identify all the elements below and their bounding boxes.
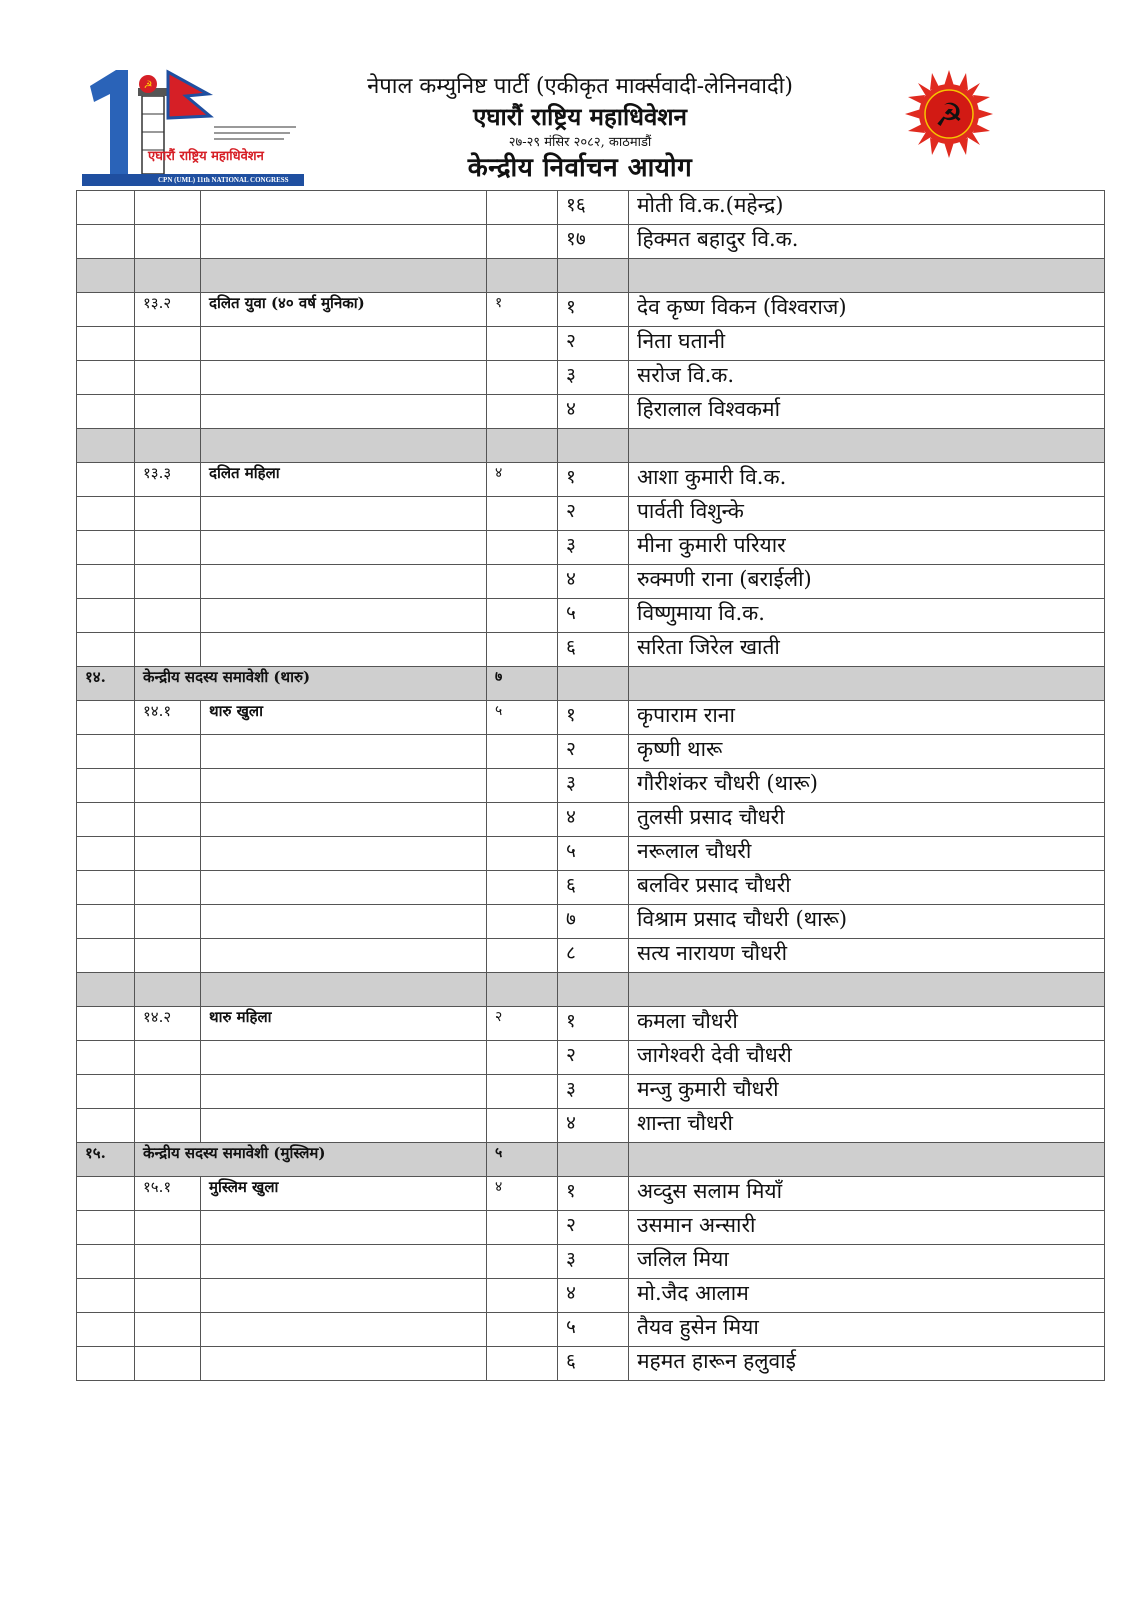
subcategory-code: [135, 497, 201, 531]
candidate-name: सरोज वि.क.: [629, 361, 1105, 395]
table-row: [77, 463, 1105, 497]
table-row: [77, 1041, 1105, 1075]
subcategory-title: [201, 735, 487, 769]
separator-cell: [487, 429, 558, 463]
table-row: [77, 565, 1105, 599]
table-row: [77, 225, 1105, 259]
table-row: [77, 395, 1105, 429]
candidate-name: जागेश्वरी देवी चौधरी: [629, 1041, 1105, 1075]
subcategory-code: १४.१: [135, 701, 201, 735]
seat-count: [487, 1041, 558, 1075]
empty-cell: [77, 905, 135, 939]
seat-count: ४: [487, 463, 558, 497]
serial-number: ७: [558, 905, 629, 939]
subcategory-title: [201, 1347, 487, 1381]
seat-count: [487, 1109, 558, 1143]
empty-cell: [77, 1075, 135, 1109]
party-name: नेपाल कम्युनिष्ट पार्टी (एकीकृत मार्क्सवादी-लेनिनवादी): [367, 74, 793, 99]
subcategory-code: [135, 191, 201, 225]
serial-number: १: [558, 293, 629, 327]
subcategory-title: [201, 905, 487, 939]
empty-cell: [77, 633, 135, 667]
serial-number: ४: [558, 395, 629, 429]
seat-count: [487, 1347, 558, 1381]
table-row: [77, 361, 1105, 395]
empty-cell: [77, 1041, 135, 1075]
serial-number: ३: [558, 1075, 629, 1109]
serial-number: २: [558, 735, 629, 769]
subcategory-code: [135, 395, 201, 429]
seat-count: [487, 327, 558, 361]
empty-cell: [77, 1313, 135, 1347]
subcategory-code: [135, 939, 201, 973]
empty-cell: [77, 871, 135, 905]
separator-row: [77, 259, 1105, 293]
table-row: [77, 735, 1105, 769]
separator-cell: [558, 973, 629, 1007]
table-row: [77, 905, 1105, 939]
table-row: [77, 1211, 1105, 1245]
congress-logo: [82, 66, 304, 186]
separator-row: [77, 973, 1105, 1007]
candidate-name: मीना कुमारी परियार: [629, 531, 1105, 565]
candidate-name: कृष्णी थारू: [629, 735, 1105, 769]
seat-count: [487, 599, 558, 633]
empty-cell: [77, 1211, 135, 1245]
subcategory-title: [201, 395, 487, 429]
candidate-name: मोती वि.क.(महेन्द्र): [629, 191, 1105, 225]
table-row: [77, 1075, 1105, 1109]
category-empty-sn: [558, 1143, 629, 1177]
subcategory-title: [201, 939, 487, 973]
separator-cell: [487, 973, 558, 1007]
subcategory-title: [201, 191, 487, 225]
subcategory-code: [135, 1109, 201, 1143]
serial-number: १: [558, 463, 629, 497]
empty-cell: [77, 293, 135, 327]
svg-text:☭: ☭: [143, 80, 153, 91]
subcategory-title: [201, 837, 487, 871]
candidate-name: रुक्मणी राना (बराईली): [629, 565, 1105, 599]
separator-cell: [201, 973, 487, 1007]
candidate-name: हिरालाल विश्वकर्मा: [629, 395, 1105, 429]
table-row: [77, 1313, 1105, 1347]
empty-cell: [77, 1109, 135, 1143]
empty-cell: [77, 803, 135, 837]
empty-cell: [77, 1245, 135, 1279]
seat-count: ४: [487, 1177, 558, 1211]
empty-cell: [77, 531, 135, 565]
candidate-table: [76, 190, 1105, 1381]
serial-number: ३: [558, 769, 629, 803]
category-empty-name: [629, 667, 1105, 701]
separator-cell: [135, 259, 201, 293]
candidate-name: सरिता जिरेल खाती: [629, 633, 1105, 667]
subcategory-code: [135, 361, 201, 395]
empty-cell: [77, 395, 135, 429]
subcategory-title: [201, 1211, 487, 1245]
serial-number: ४: [558, 1279, 629, 1313]
serial-number: ५: [558, 599, 629, 633]
separator-row: [77, 429, 1105, 463]
empty-cell: [77, 837, 135, 871]
empty-cell: [77, 1279, 135, 1313]
table-row: [77, 837, 1105, 871]
subcategory-title: [201, 531, 487, 565]
serial-number: १: [558, 701, 629, 735]
congress-title: एघारौं राष्ट्रिय महाधिवेशन: [473, 102, 687, 131]
serial-number: १७: [558, 225, 629, 259]
empty-cell: [77, 225, 135, 259]
serial-number: ६: [558, 1347, 629, 1381]
party-emblem: [905, 70, 993, 158]
subcategory-title: [201, 1041, 487, 1075]
candidate-name: हिक्मत बहादुर वि.क.: [629, 225, 1105, 259]
subcategory-title: [201, 599, 487, 633]
empty-cell: [77, 735, 135, 769]
candidate-name: जलिल मिया: [629, 1245, 1105, 1279]
empty-cell: [77, 361, 135, 395]
serial-number: २: [558, 1041, 629, 1075]
subcategory-code: [135, 769, 201, 803]
subcategory-code: [135, 1041, 201, 1075]
empty-cell: [77, 1177, 135, 1211]
serial-number: १: [558, 1007, 629, 1041]
subcategory-code: [135, 531, 201, 565]
subcategory-code: [135, 1075, 201, 1109]
seat-count: [487, 939, 558, 973]
subcategory-title: [201, 1109, 487, 1143]
table-row: [77, 1347, 1105, 1381]
candidate-name: देव कृष्ण विकन (विश्वराज): [629, 293, 1105, 327]
serial-number: ८: [558, 939, 629, 973]
subcategory-code: [135, 599, 201, 633]
subcategory-code: [135, 905, 201, 939]
candidate-name: निता घतानी: [629, 327, 1105, 361]
serial-number: २: [558, 497, 629, 531]
table-row: [77, 803, 1105, 837]
subcategory-code: [135, 1211, 201, 1245]
subcategory-title: [201, 1075, 487, 1109]
separator-cell: [629, 429, 1105, 463]
serial-number: ४: [558, 1109, 629, 1143]
seat-count: [487, 633, 558, 667]
subcategory-title: थारु खुला: [201, 701, 487, 735]
seat-count: [487, 837, 558, 871]
seat-count: [487, 1211, 558, 1245]
subcategory-code: १४.२: [135, 1007, 201, 1041]
subcategory-title: [201, 225, 487, 259]
separator-cell: [558, 429, 629, 463]
separator-cell: [487, 259, 558, 293]
table-row: [77, 633, 1105, 667]
candidate-name: उसमान अन्सारी: [629, 1211, 1105, 1245]
subcategory-code: [135, 565, 201, 599]
subcategory-title: मुस्लिम खुला: [201, 1177, 487, 1211]
category-row: [77, 1143, 1105, 1177]
table-row: [77, 1109, 1105, 1143]
candidate-name: मन्जु कुमारी चौधरी: [629, 1075, 1105, 1109]
seat-count: [487, 565, 558, 599]
seat-count: [487, 191, 558, 225]
subcategory-title: [201, 1279, 487, 1313]
seat-count: २: [487, 1007, 558, 1041]
seat-count: [487, 1075, 558, 1109]
subcategory-code: [135, 1245, 201, 1279]
subcategory-title: [201, 361, 487, 395]
separator-cell: [135, 973, 201, 1007]
candidate-name: नरूलाल चौधरी: [629, 837, 1105, 871]
logo-caption: CPN (UML) 11th NATIONAL CONGRESS: [158, 176, 289, 184]
subcategory-code: [135, 1347, 201, 1381]
table-row: [77, 599, 1105, 633]
table-row: [77, 939, 1105, 973]
seat-count: [487, 395, 558, 429]
candidate-name: पार्वती विशुन्के: [629, 497, 1105, 531]
subcategory-title: [201, 1313, 487, 1347]
seat-count: [487, 905, 558, 939]
category-empty-sn: [558, 667, 629, 701]
separator-cell: [558, 259, 629, 293]
serial-number: १: [558, 1177, 629, 1211]
table-row: [77, 293, 1105, 327]
category-code: १४.: [77, 667, 135, 701]
seat-count: [487, 769, 558, 803]
table-row: [77, 497, 1105, 531]
table-row: [77, 1007, 1105, 1041]
seat-count: [487, 361, 558, 395]
candidate-name: विष्णुमाया वि.क.: [629, 599, 1105, 633]
candidate-name: तुलसी प्रसाद चौधरी: [629, 803, 1105, 837]
candidate-name: तैयव हुसेन मिया: [629, 1313, 1105, 1347]
separator-cell: [629, 259, 1105, 293]
candidate-name: कमला चौधरी: [629, 1007, 1105, 1041]
serial-number: ४: [558, 565, 629, 599]
subcategory-code: [135, 1279, 201, 1313]
candidate-name: विश्राम प्रसाद चौधरी (थारू): [629, 905, 1105, 939]
subcategory-code: १३.३: [135, 463, 201, 497]
subcategory-code: [135, 735, 201, 769]
subcategory-title: [201, 633, 487, 667]
serial-number: १६: [558, 191, 629, 225]
empty-cell: [77, 327, 135, 361]
table-row: [77, 1177, 1105, 1211]
table-row: [77, 701, 1105, 735]
empty-cell: [77, 497, 135, 531]
serial-number: ६: [558, 871, 629, 905]
subcategory-title: [201, 565, 487, 599]
empty-cell: [77, 939, 135, 973]
subcategory-title: [201, 769, 487, 803]
separator-cell: [135, 429, 201, 463]
serial-number: २: [558, 1211, 629, 1245]
subcategory-code: १३.२: [135, 293, 201, 327]
serial-number: २: [558, 327, 629, 361]
separator-cell: [77, 973, 135, 1007]
commission-title: केन्द्रीय निर्वाचन आयोग: [467, 153, 693, 183]
seat-count: ५: [487, 701, 558, 735]
seat-count: [487, 225, 558, 259]
subcategory-title: [201, 327, 487, 361]
subcategory-title: दलित महिला: [201, 463, 487, 497]
subcategory-code: १५.१: [135, 1177, 201, 1211]
subcategory-code: [135, 225, 201, 259]
category-title: केन्द्रीय सदस्य समावेशी (मुस्लिम): [135, 1143, 487, 1177]
empty-cell: [77, 463, 135, 497]
subcategory-code: [135, 633, 201, 667]
category-row: [77, 667, 1105, 701]
category-code: १५.: [77, 1143, 135, 1177]
seat-count: [487, 1313, 558, 1347]
candidate-name: महमत हारून हलुवाई: [629, 1347, 1105, 1381]
subcategory-code: [135, 1313, 201, 1347]
serial-number: ५: [558, 1313, 629, 1347]
seat-count: १: [487, 293, 558, 327]
empty-cell: [77, 769, 135, 803]
candidate-name: सत्य नारायण चौधरी: [629, 939, 1105, 973]
category-empty-name: [629, 1143, 1105, 1177]
category-seats: ५: [487, 1143, 558, 1177]
subcategory-title: [201, 803, 487, 837]
table-row: [77, 1245, 1105, 1279]
separator-cell: [77, 259, 135, 293]
seat-count: [487, 803, 558, 837]
subcategory-title: [201, 1245, 487, 1279]
serial-number: ३: [558, 531, 629, 565]
subcategory-code: [135, 327, 201, 361]
seat-count: [487, 1279, 558, 1313]
candidate-name: अव्दुस सलाम मियाँ: [629, 1177, 1105, 1211]
serial-number: ३: [558, 361, 629, 395]
separator-cell: [77, 429, 135, 463]
subcategory-title: [201, 497, 487, 531]
subcategory-title: दलित युवा (४० वर्ष मुनिका): [201, 293, 487, 327]
serial-number: ६: [558, 633, 629, 667]
empty-cell: [77, 565, 135, 599]
seat-count: [487, 871, 558, 905]
logo-banner-text: एघारौं राष्ट्रिय महाधिवेशन: [148, 149, 264, 164]
serial-number: ३: [558, 1245, 629, 1279]
document-header: [0, 0, 1131, 190]
table-row: [77, 769, 1105, 803]
candidate-name: आशा कुमारी वि.क.: [629, 463, 1105, 497]
serial-number: ४: [558, 803, 629, 837]
seat-count: [487, 735, 558, 769]
congress-date: २७-२९ मंसिर २०८२, काठमाडौं: [508, 135, 652, 150]
candidate-name: गौरीशंकर चौधरी (थारू): [629, 769, 1105, 803]
subcategory-code: [135, 871, 201, 905]
seat-count: [487, 531, 558, 565]
subcategory-title: थारु महिला: [201, 1007, 487, 1041]
separator-cell: [201, 259, 487, 293]
subcategory-code: [135, 803, 201, 837]
subcategory-code: [135, 837, 201, 871]
table-row: [77, 871, 1105, 905]
table-row: [77, 191, 1105, 225]
empty-cell: [77, 1347, 135, 1381]
empty-cell: [77, 1007, 135, 1041]
separator-cell: [629, 973, 1105, 1007]
table-row: [77, 1279, 1105, 1313]
candidate-name: बलविर प्रसाद चौधरी: [629, 871, 1105, 905]
empty-cell: [77, 701, 135, 735]
seat-count: [487, 497, 558, 531]
serial-number: ५: [558, 837, 629, 871]
category-title: केन्द्रीय सदस्य समावेशी (थारु): [135, 667, 487, 701]
seat-count: [487, 1245, 558, 1279]
empty-cell: [77, 191, 135, 225]
subcategory-title: [201, 871, 487, 905]
empty-cell: [77, 599, 135, 633]
svg-text:☭: ☭: [934, 96, 964, 134]
category-seats: ७: [487, 667, 558, 701]
candidate-name: शान्ता चौधरी: [629, 1109, 1105, 1143]
table-row: [77, 327, 1105, 361]
table-row: [77, 531, 1105, 565]
candidate-name: मो.जैद आलाम: [629, 1279, 1105, 1313]
separator-cell: [201, 429, 487, 463]
candidate-name: कृपाराम राना: [629, 701, 1105, 735]
